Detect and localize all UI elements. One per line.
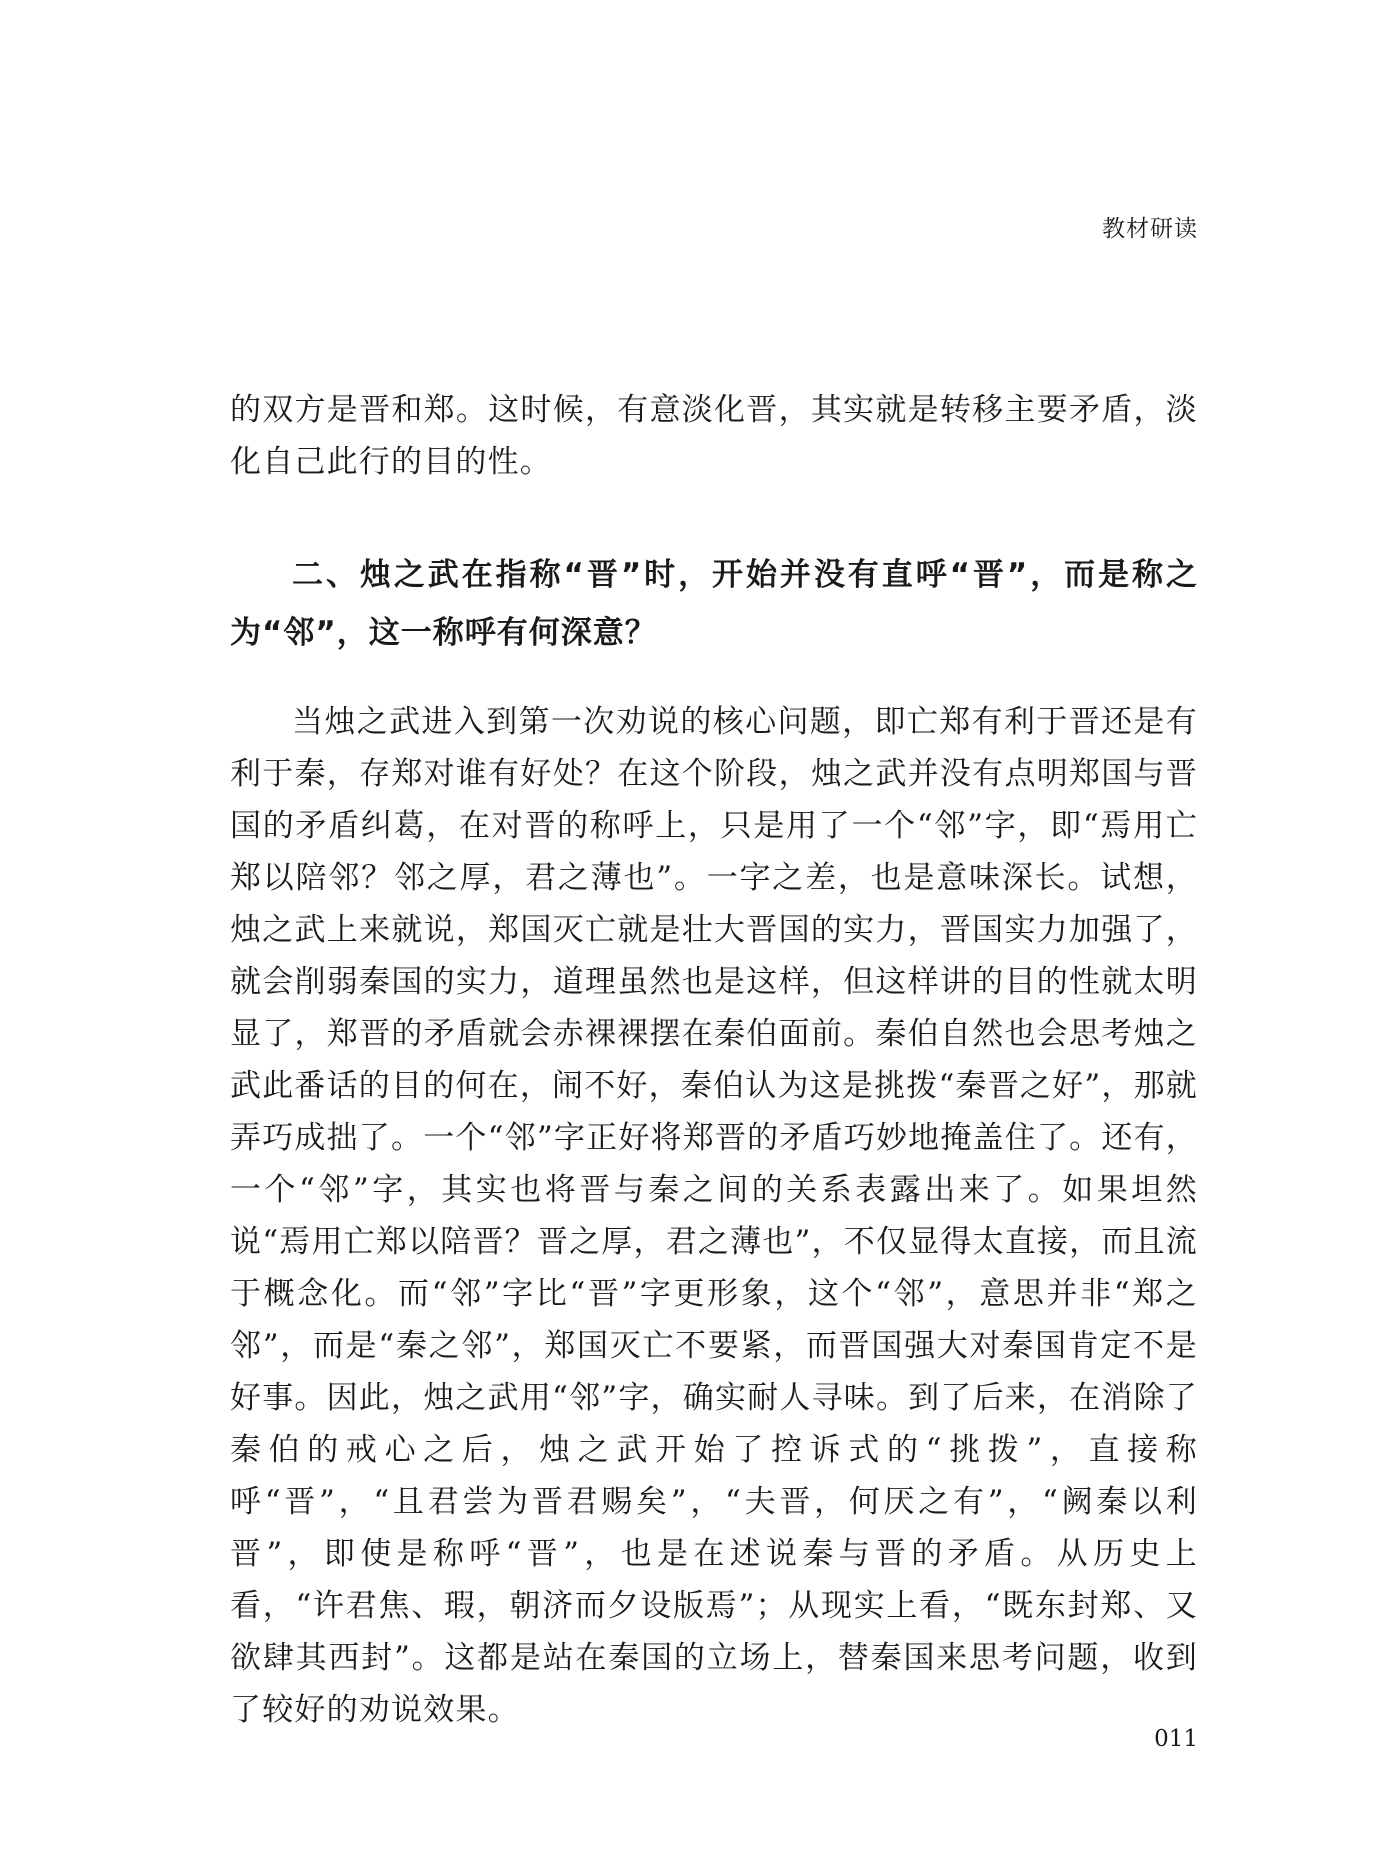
answer-paragraph: 当烛之武进入到第一次劝说的核心问题，即亡郑有利于晋还是有利于秦，存郑对谁有好处？在这个阶段，烛之武并没有点明郑国与晋国的矛盾纠葛，在对晋的称呼上，只是用了一个“邻”字，即“焉用亡郑以陪邻？邻之厚，君之薄也”。一字之差，也是意味深长。试想，烛之武上来就说，郑国灭亡就是壮大晋国的实力，晋国实力加强了，就会削弱秦国的实力，道理虽然也是这样，但这样讲的目的性就太明显了，郑晋的矛盾就会赤裸裸摆在秦伯面前。秦伯自然也会思考烛之武此番话的目的何在，闹不好，秦伯认为这是挑拨“秦晋之好”，那就弄巧成拙了。一个“邻”字正好将郑晋的矛盾巧妙地掩盖住了。还有，一个“邻”字，其实也将晋与秦之间的关系表露出来了。如果坦然说“焉用亡郑以陪晋？晋之厚，君之薄也”，不仅显得太直接，而且流于概念化。而“邻”字比“晋”字更形象，这个“邻”，意思并非“郑之邻”，而是“秦之邻”，郑国灭亡不要紧，而晋国强大对秦国肯定不是好事。因此，烛之武用“邻”字，确实耐人寻味。到了后来，在消除了秦伯的戒心之后，烛之武开始了控诉式的“挑拨”，直接称呼“晋”，“且君尝为晋君赐矣”，“夫晋，何厌之有”，“阙秦以利晋”，即使是称呼“晋”，也是在述说秦与晋的矛盾。从历史上看，“许君焦、瑕，朝济而夕设版焉”；从现实上看，“既东封郑、又欲肆其西封”。这都是站在秦国的立场上，替秦国来思考问题，收到了较好的劝说效果。	[230, 704, 1198, 1728]
intro-paragraph: 的双方是晋和郑。这时候，有意淡化晋，其实就是转移主要矛盾，淡化自己此行的目的性。	[230, 392, 1198, 480]
running-header: 教材研读	[1102, 216, 1198, 242]
page-body	[230, 384, 1198, 1736]
page-number: 011	[1154, 1726, 1198, 1752]
question-heading: 二、烛之武在指称“晋”时，开始并没有直呼“晋”，而是称之为“邻”，这一称呼有何深意？	[230, 557, 1198, 651]
